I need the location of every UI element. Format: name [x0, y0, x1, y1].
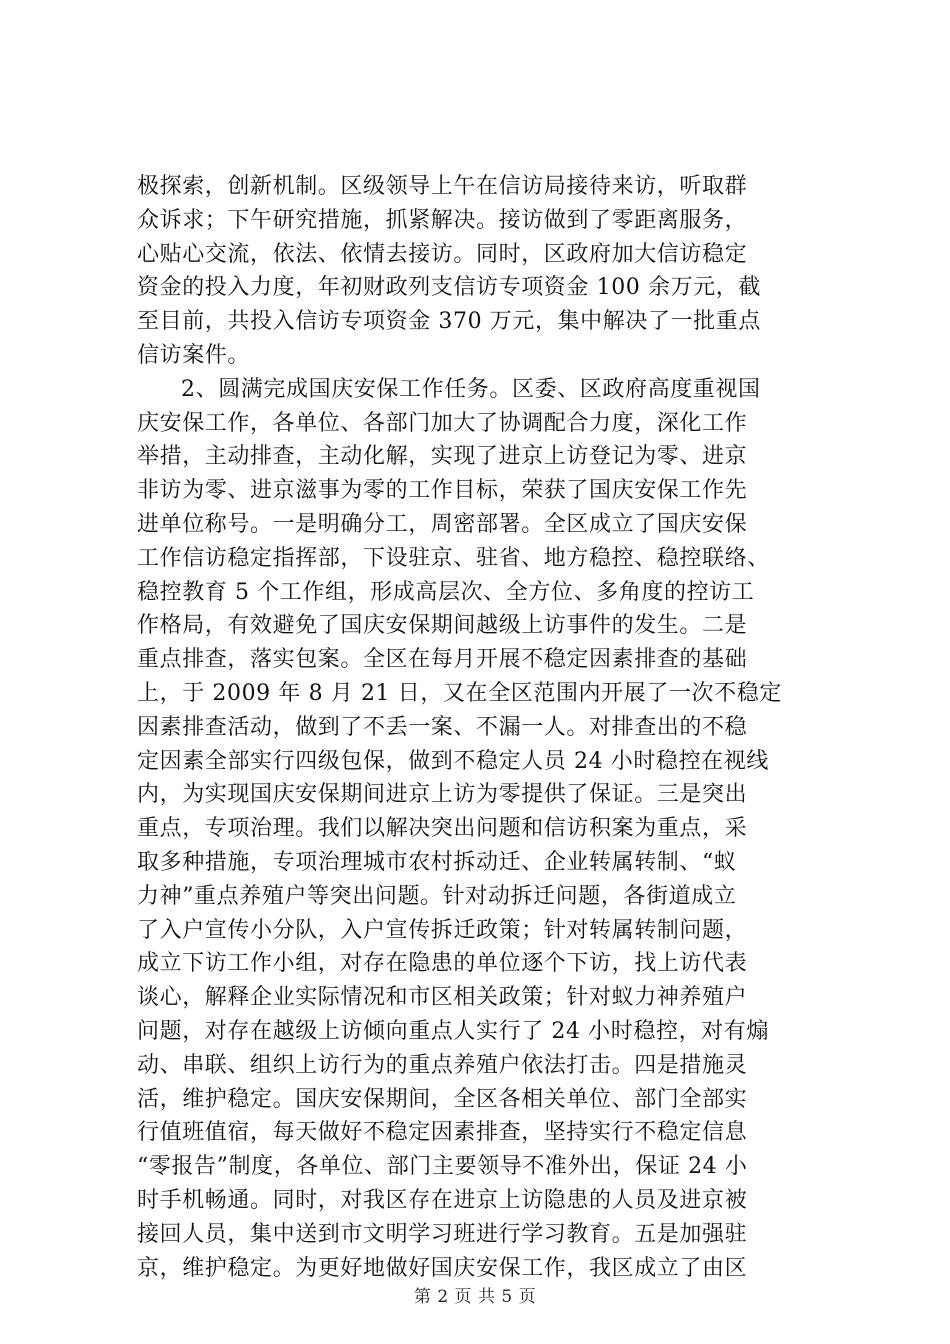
body-text	[137, 170, 837, 1285]
text-line: 心贴心交流，依法、依情去接访。同时，区政府加大信访稳定	[137, 241, 748, 267]
page-footer: 第 2 页 共 5 页	[413, 1287, 537, 1307]
text-line: 内，为实现国庆安保期间进京上访为零提供了保证。三是突出	[137, 782, 748, 808]
text-line: 定因素全部实行四级包保，做到不稳定人员 24 小时稳控在视线	[137, 748, 769, 774]
text-line: 举措，主动排查，主动化解，实现了进京上访登记为零、进京	[137, 444, 748, 470]
text-line: 作格局，有效避免了国庆安保期间越级上访事件的发生。二是	[137, 613, 748, 639]
text-line: 庆安保工作，各单位、各部门加大了协调配合力度，深化工作	[137, 410, 748, 436]
text-line: 至目前，共投入信访专项资金 370 万元，集中解决了一批重点	[137, 309, 761, 335]
text-line: 时手机畅通。同时，对我区存在进京上访隐患的人员及进京被	[137, 1187, 748, 1213]
text-line: 因素排查活动，做到了不丢一案、不漏一人。对排查出的不稳	[137, 714, 748, 740]
text-line: 问题，对存在越级上访倾向重点人实行了 24 小时稳控，对有煽	[137, 1018, 769, 1044]
text-line: “零报告”制度，各单位、部门主要领导不准外出，保证 24 小	[137, 1154, 748, 1180]
text-line: 稳控教育 5 个工作组，形成高层次、全方位、多角度的控访工	[137, 579, 755, 605]
text-line: 谈心，解释企业实际情况和市区相关政策；针对蚁力神养殖户	[137, 985, 748, 1011]
text-line: 行值班值宿，每天做好不稳定因素排查，坚持实行不稳定信息	[137, 1120, 748, 1146]
text-line: 京，维护稳定。为更好地做好国庆安保工作，我区成立了由区	[137, 1255, 748, 1281]
text-line: 资金的投入力度，年初财政列支信访专项资金 100 余万元，截	[137, 275, 761, 301]
paragraph-start-line: 2、圆满完成国庆安保工作任务。区委、区政府高度重视国	[181, 376, 761, 402]
text-line: 极探索，创新机制。区级领导上午在信访局接待来访，听取群	[137, 174, 748, 199]
text-line: 工作信访稳定指挥部，下设驻京、驻省、地方稳控、稳控联络、	[137, 545, 770, 571]
text-line: 重点，专项治理。我们以解决突出问题和信访积案为重点，采	[137, 816, 748, 842]
text-line: 活，维护稳定。国庆安保期间，全区各相关单位、部门全部实	[137, 1086, 748, 1112]
text-line: 进单位称号。一是明确分工，周密部署。全区成立了国庆安保	[137, 511, 748, 537]
text-line: 重点排查，落实包案。全区在每月开展不稳定因素排查的基础	[137, 647, 748, 673]
text-line: 动、串联、组织上访行为的重点养殖户依法打击。四是措施灵	[137, 1052, 748, 1078]
text-line: 众诉求；下午研究措施，抓紧解决。接访做到了零距离服务，	[137, 207, 748, 233]
text-line: 信访案件。	[137, 342, 251, 368]
text-line: 上，于 2009 年 8 月 21 日，又在全区范围内开展了一次不稳定	[137, 680, 782, 706]
text-line: 接回人员，集中送到市文明学习班进行学习教育。五是加强驻	[137, 1221, 748, 1247]
text-line: 取多种措施，专项治理城市农村拆动迁、企业转属转制、“蚁	[137, 849, 737, 875]
text-line: 了入户宣传小分队，入户宣传拆迁政策；针对转属转制问题，	[137, 917, 748, 943]
text-line: 力神”重点养殖户等突出问题。针对动拆迁问题，各街道成立	[137, 883, 737, 909]
text-line: 成立下访工作小组，对存在隐患的单位逐个下访，找上访代表	[137, 951, 748, 977]
text-line: 非访为零、进京滋事为零的工作目标，荣获了国庆安保工作先	[137, 478, 748, 504]
